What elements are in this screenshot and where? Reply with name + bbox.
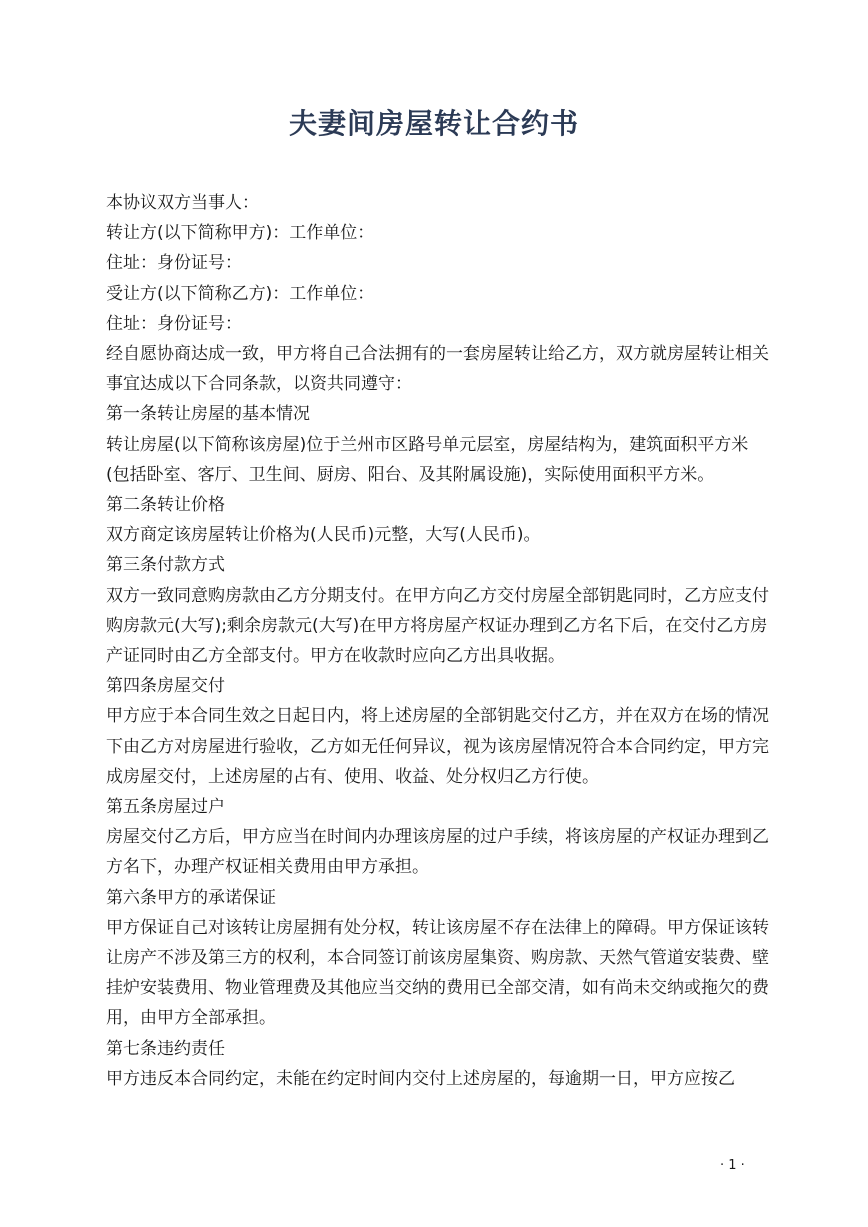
page-number: · 1 ·: [720, 1158, 745, 1173]
paragraph: 甲方违反本合同约定，未能在约定时间内交付上述房屋的，每逾期一日，甲方应按乙: [106, 1068, 735, 1089]
section-heading: 第六条甲方的承诺保证: [106, 887, 276, 908]
paragraph: 本协议双方当事人：: [106, 193, 259, 213]
paragraph: 双方一致同意购房款由乙方分期支付。在甲方向乙方交付房屋全部钥匙同时，乙方应支付购房款元(大写);剩余房款元(大写)在甲方将房屋产权证办理到乙方名下后，在交付乙方房产证同时由乙方全部支付。甲方在收款时应向乙方出具收据。: [106, 585, 769, 667]
document-body: [106, 188, 771, 1094]
paragraph: 住址：身份证号：: [106, 313, 242, 334]
section-heading: 第二条转让价格: [106, 495, 225, 516]
section-heading: 第三条付款方式: [106, 555, 225, 576]
paragraph: 经自愿协商达成一致，甲方将自己合法拥有的一套房屋转让给乙方，双方就房屋转让相关事宜达成以下合同条款，以资共同遵守：: [106, 344, 769, 395]
paragraph: 住址：身份证号：: [106, 253, 242, 274]
document-title: 夫妻间房屋转让合约书: [288, 107, 579, 140]
paragraph: 受让方(以下简称乙方)：工作单位：: [106, 283, 375, 304]
section-heading: 第七条违约责任: [106, 1038, 225, 1059]
paragraph: 甲方应于本合同生效之日起日内，将上述房屋的全部钥匙交付乙方，并在双方在场的情况下由乙方对房屋进行验收，乙方如无任何异议，视为该房屋情况符合本合同约定，甲方完成房屋交付，上述房屋的占有、使用、收益、处分权归乙方行使。: [106, 706, 769, 787]
paragraph: 甲方保证自己对该转让房屋拥有处分权，转让该房屋不存在法律上的障碍。甲方保证该转让房产不涉及第三方的权利，本合同签订前该房屋集资、购房款、天然气管道安装费、壁挂炉安装费用、物业管理费及其他应当交纳的费用已全部交清，如有尚未交纳或拖欠的费用，由甲方全部承担。: [106, 917, 769, 1029]
section-heading: 第一条转让房屋的基本情况: [106, 404, 310, 425]
paragraph: 转让方(以下简称甲方)：工作单位：: [106, 223, 375, 244]
paragraph: 转让房屋(以下简称该房屋)位于兰州市区路号单元层室，房屋结构为，建筑面积平方米(包括卧室、客厅、卫生间、厨房、阳台、及其附属设施)，实际使用面积平方米。: [106, 434, 749, 485]
section-heading: 第五条房屋过户: [106, 797, 225, 818]
section-heading: 第四条房屋交付: [106, 676, 225, 697]
paragraph: 双方商定该房屋转让价格为(人民币)元整，大写(人民币)。: [106, 525, 541, 546]
paragraph: 房屋交付乙方后，甲方应当在时间内办理该房屋的过户手续，将该房屋的产权证办理到乙方名下，办理产权证相关费用由甲方承担。: [106, 827, 769, 878]
